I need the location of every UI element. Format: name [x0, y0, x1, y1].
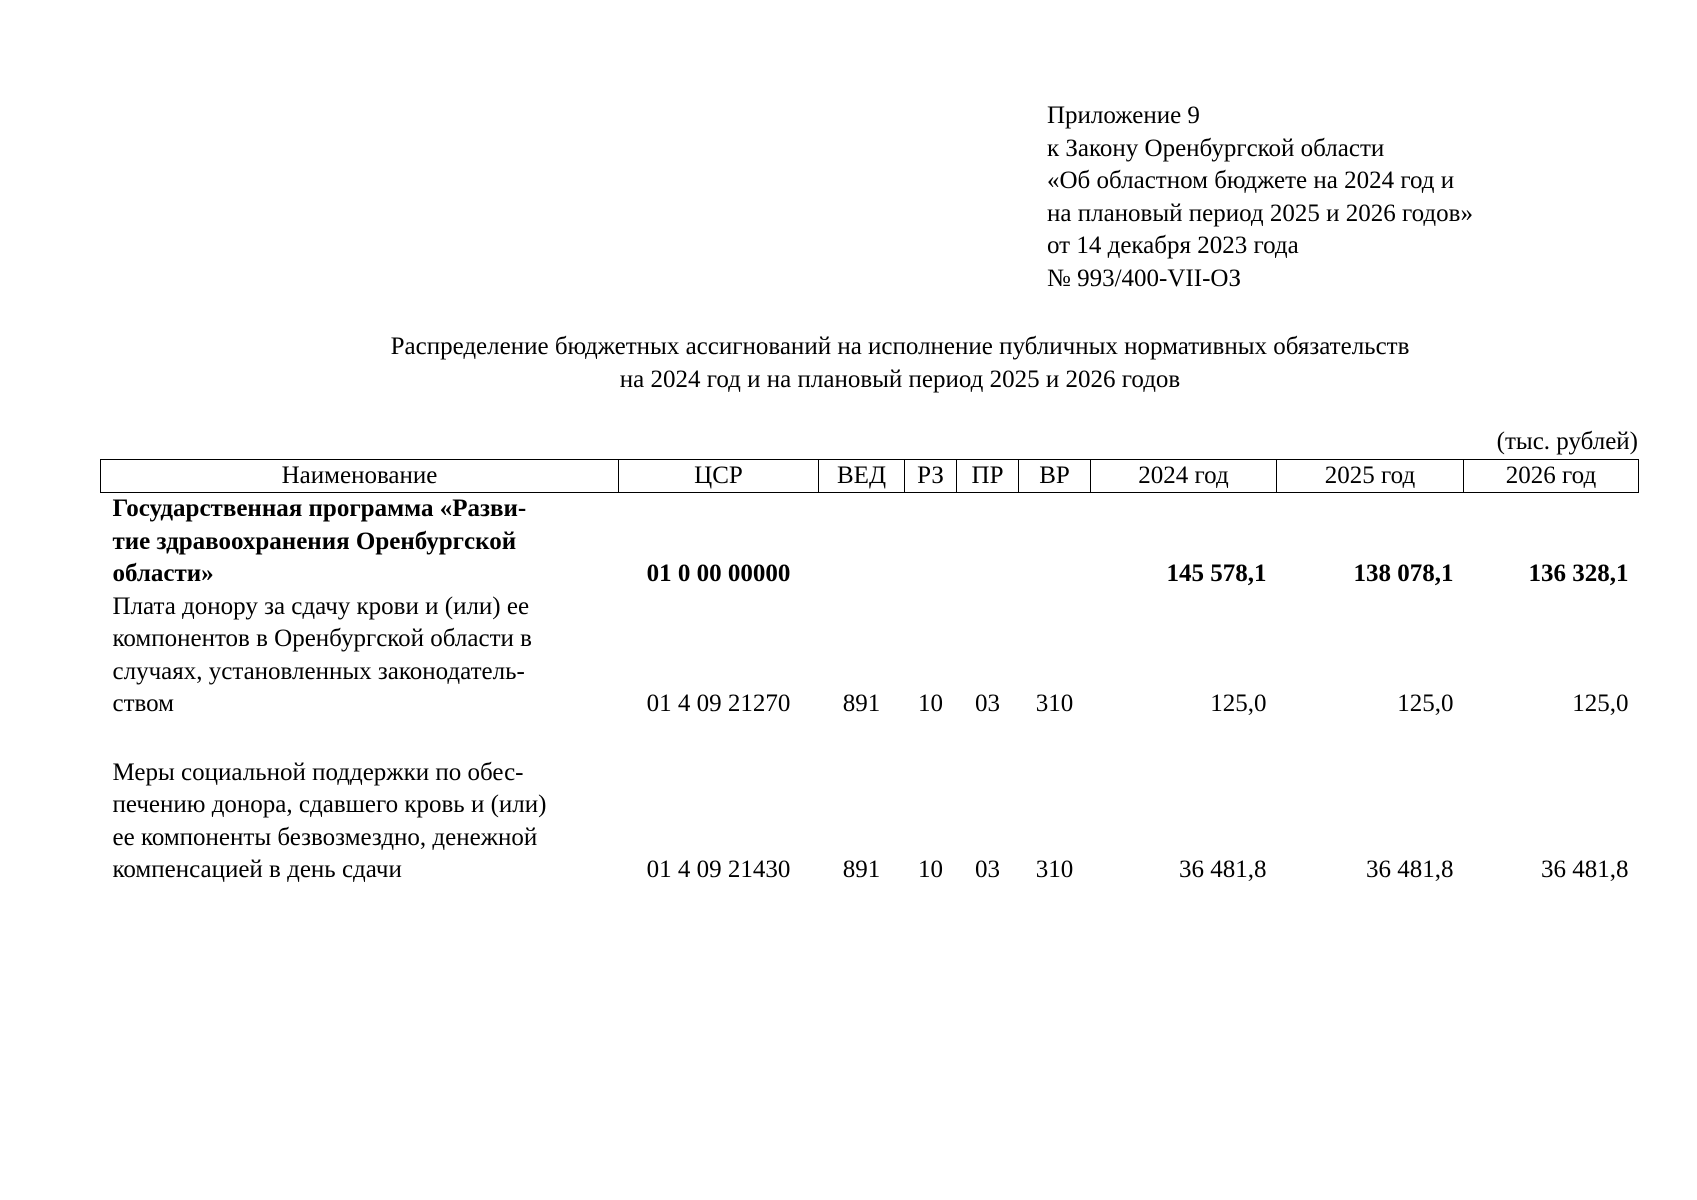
header-pr: ПР [957, 460, 1019, 493]
header-vr: ВР [1019, 460, 1091, 493]
document-title-line: Распределение бюджетных ассигнований на исполнение публичных нормативных обязательств [390, 333, 1410, 360]
row-csr: 01 4 09 21270 [646, 690, 791, 717]
row-vr: 310 [1035, 690, 1074, 717]
row-2025: 138 078,1 [1353, 560, 1454, 587]
row-name-line: случаях, установленных законодатель- [112, 657, 525, 685]
header-rz: РЗ [905, 460, 957, 493]
row-name-line: ее компоненты безвозмездно, денежной [112, 823, 538, 851]
budget-table [100, 459, 1639, 887]
row-vr [1019, 493, 1091, 591]
table-row [101, 493, 1639, 591]
row-2026: 125,0 [1572, 690, 1629, 717]
appendix-line: на плановый период 2025 и 2026 годов» [1047, 199, 1473, 227]
row-name-line: печению донора, сдавшего кровь и (или) [112, 791, 547, 818]
appendix-line: от 14 декабря 2023 года [1047, 232, 1299, 259]
row-csr: 01 0 00 00000 [646, 560, 791, 587]
row-2025: 36 481,8 [1366, 856, 1454, 883]
row-name [101, 493, 619, 591]
row-2025: 125,0 [1397, 690, 1454, 717]
row-2024: 145 578,1 [1166, 560, 1267, 587]
row-ved [819, 493, 905, 591]
header-2026: 2026 год [1464, 460, 1639, 493]
row-name-line: Плата донору за сдачу крови и (или) ее [112, 592, 530, 620]
table-row [101, 721, 1639, 887]
row-name-line: области» [112, 560, 214, 587]
row-name-line: компенсацией в день сдачи [112, 856, 402, 883]
row-2026: 36 481,8 [1541, 856, 1629, 883]
appendix-line: «Об областном бюджете на 2024 год и [1047, 167, 1455, 194]
header-name: Наименование [101, 460, 619, 493]
appendix-line: № 993/400-VII-ОЗ [1047, 264, 1241, 292]
row-name-line: компонентов в Оренбургской области в [112, 625, 532, 652]
row-ved: 891 [842, 690, 881, 717]
row-name-line: тие здравоохранения Оренбургской [112, 527, 517, 555]
row-2024: 36 481,8 [1179, 856, 1267, 883]
table-row [101, 591, 1639, 721]
header-2024: 2024 год [1091, 460, 1277, 493]
row-rz: 10 [918, 856, 943, 883]
appendix-block [1047, 100, 1473, 295]
row-vr: 310 [1035, 856, 1074, 883]
header-2025: 2025 год [1277, 460, 1464, 493]
appendix-line: Приложение 9 [1047, 102, 1200, 129]
row-2024: 125,0 [1210, 690, 1267, 717]
row-name-line: ством [112, 690, 174, 717]
row-pr: 03 [975, 856, 1000, 883]
row-rz [905, 493, 957, 591]
row-pr: 03 [975, 690, 1000, 717]
document-title-line: на 2024 год и на плановый период 2025 и 2026 годов [619, 366, 1181, 393]
row-csr: 01 4 09 21430 [646, 856, 791, 883]
header-csr: ЦСР [619, 460, 819, 493]
table-header-row [101, 460, 1639, 493]
units-label: (тыс. рублей) [1496, 428, 1638, 455]
row-rz: 10 [918, 690, 943, 717]
row-ved: 891 [842, 856, 881, 883]
document-title [200, 330, 1600, 396]
row-2026: 136 328,1 [1528, 560, 1629, 587]
appendix-line: к Закону Оренбургской области [1047, 134, 1385, 162]
header-ved: ВЕД [819, 460, 905, 493]
row-name [101, 591, 619, 721]
row-name [101, 721, 619, 887]
row-pr [957, 493, 1019, 591]
row-name-line: Меры социальной поддержки по обес- [112, 758, 524, 786]
row-name-line: Государственная программа «Разви- [112, 495, 527, 522]
